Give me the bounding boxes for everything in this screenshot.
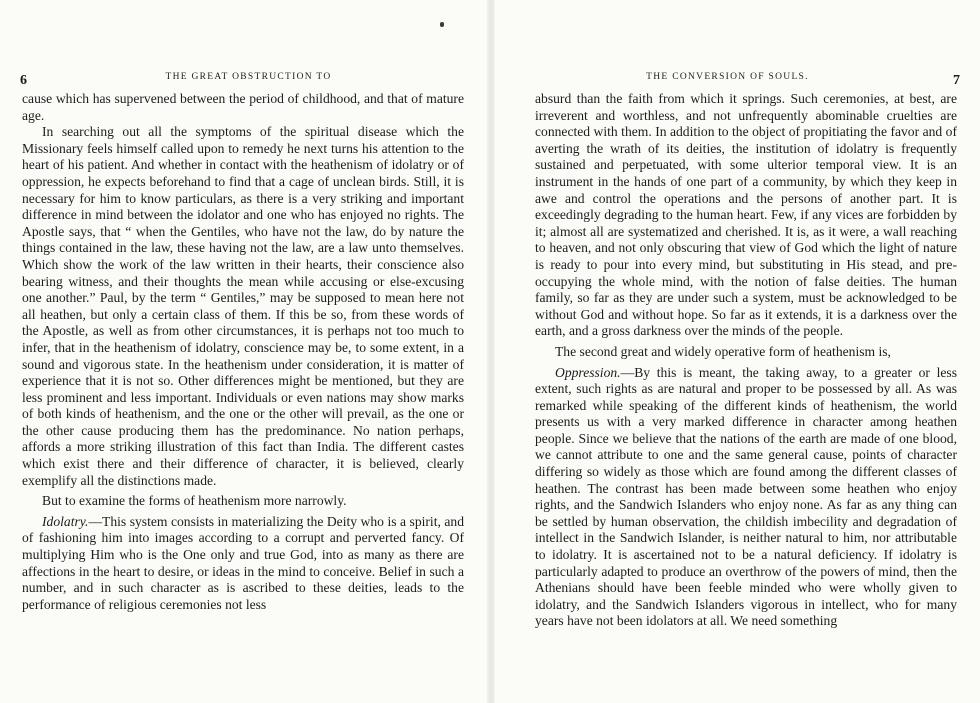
page-number: 7 [953, 73, 960, 88]
paragraph: Oppression.—By this is meant, the taking away, to a greater or less extent, such rights as are natural and proper to be possessed by all. As was remarked while speaking of the different kinds of heathenism, the world presents us with a very marked difference in character among heathen people. Since we believe that the nations of the earth are made of one blood, we cannot attribute to one and the same general cause, points of character differing so widely as those which are found among the different classes of heathen. The contrast has been made between some heathen who enjoy rights, and the Sandwich Islanders who enjoy none. As far as any thing can be settled by human observation, the childish imbecility and degradation of intellect in the Sandwich Islander, is neither natural to him, nor attributable to idolatry. It is ascertained not to be a natural deficiency. If idolatry is particularly adapted to produce an overthrow of the powers of mind, then the Athenians should have been feeble minded who were wholly given to idolatry, and the Sandwich Islanders vigorous in intellect, who for many years have not been idolators at all. We need something [535, 364, 957, 629]
right-page [495, 0, 980, 703]
book-gutter [487, 0, 495, 703]
running-head: THE CONVERSION OF SOULS. [646, 72, 809, 82]
paragraph: cause which has supervened between the period of childhood, and that of mature age. [22, 91, 464, 123]
body-text [535, 91, 957, 630]
paragraph: Idolatry.—This system consists in materializing the Deity who is a spirit, and of fashioning him into images according to a corrupt and perverted fancy. Of multiplying Him who is the One only and true God, into as many as there are affections in the heart to desire, or ideas in the mind to conceive. Belief in such a number, and in such character as is ascribed to these deities, leads to the performance of religious ceremonies not less [22, 513, 464, 612]
running-head: THE GREAT OBSTRUCTION TO [165, 72, 332, 82]
section-heading: Oppression. [555, 364, 621, 380]
paragraph: The second great and widely operative form of heathenism is, [555, 343, 891, 359]
paragraph: absurd than the faith from which it springs. Such ceremonies, at best, are irreverent and worthless, and not unfrequently abominable cruelties are connected with them. In addition to the object of propitiating the favor and of averting the wrath of its deities, the institution of idolatry is frequently sustained and perpetuated, with some ulterior temporal view. It is an instrument in the hands of one part of a community, by which they keep in awe and control the operations and the persons of another part. It is exceedingly degrading to the human heart. Few, if any vices are forbidden by it; almost all are systematized and cherished. It is, as it were, a wall reaching to heaven, and not only obscuring that view of God which the light of nature is ready to pour into every mind, but substituting in His stead, and pre-occupying the whole mind, with the notion of false deities. The human family, so far as they are under such a system, must be acknowledged to be without God and without hope. So far as it extends, it is a darkness over the earth, and a gross darkness over the minds of the people. [535, 91, 957, 339]
body-text [22, 91, 464, 613]
paragraph: In searching out all the symptoms of the spiritual disease which the Missionary feels himself called upon to remedy he next turns his attention to the heart of his patient. And whether in contact with the heathenism of idolatry or of oppression, he expects beforehand to find that a cage of unclean birds. Still, it is necessary for him to know particulars, as there is a very striking and important difference in mind between the idolator and one who has enjoyed no rights. The Apostle says, that “ when the Gentiles, who have not the law, do by nature the things contained in the law, these having not the law, are a law unto themselves. Which show the work of the law written in their hearts, their conscience also bearing witness, and their thoughts the mean while accusing or else-excusing one another.” Paul, by the term “ Gentiles,” may be supposed to mean here not all heathen, but only a certain class of them. If this be so, from these words of the Apostle, as well as from other circumstances, it is perhaps not too much to infer, that in the heathenism of idolatry, conscience may be, to some extent, in a sound and vigorous state. In the heathenism under consideration, it is matter of experience that it is not so. Other differences might be mentioned, but they are less prominent and less important. Individuals or even nations may show marks of both kinds of heathenism, and the one or the other will prevail, as the one or the other cause producing them has the predominance. No nation perhaps, affords a more striking illustration of this fact than India. The different castes which exist there and their difference of character, it is believed, clearly exemplify all the distinctions made. [22, 124, 464, 488]
left-page [0, 0, 487, 703]
paragraph: But to examine the forms of heathenism more narrowly. [42, 493, 347, 509]
section-heading: Idolatry. [42, 513, 89, 529]
page-number: 6 [20, 73, 27, 88]
